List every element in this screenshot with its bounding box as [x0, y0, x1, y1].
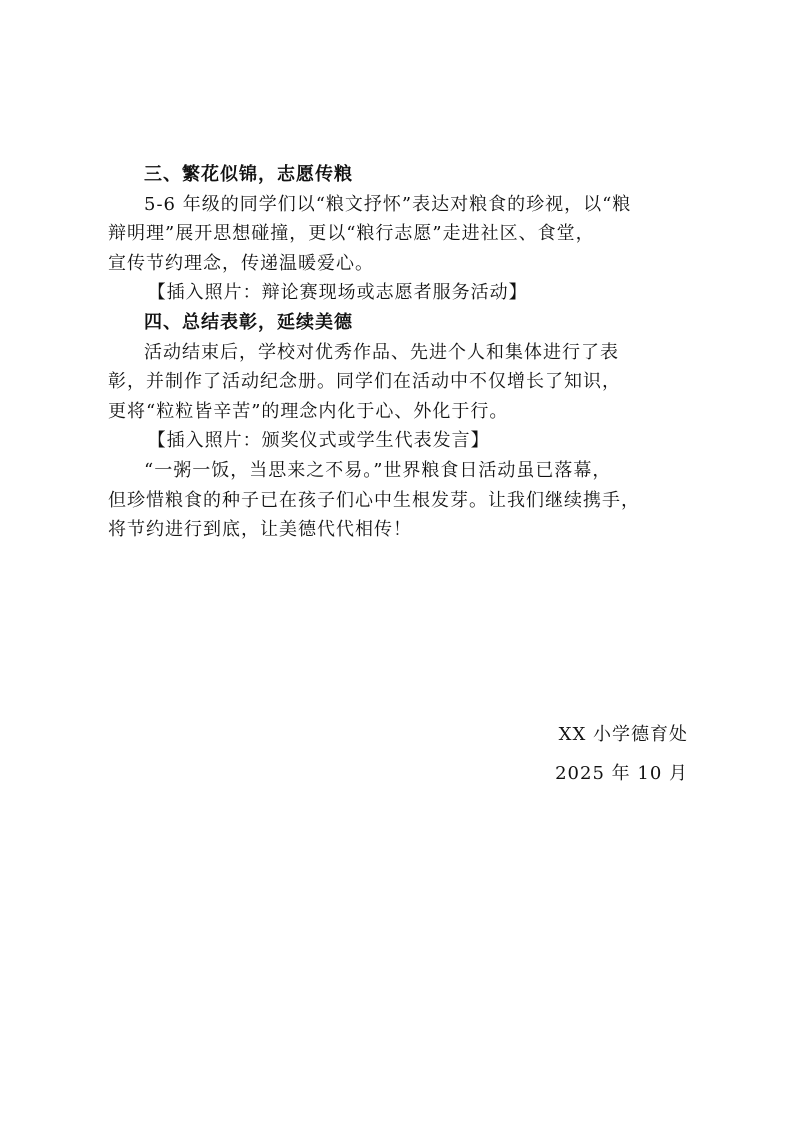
section-heading-3: 三、繁花似锦，志愿传粮 [144, 164, 353, 185]
closing-line-1: “一粥一饭，当思来之不易。”世界粮食日活动虽已落幕， [144, 459, 612, 481]
section-4-line-3: 更将“粒粒皆辛苦”的理念内化于心、外化于行。 [108, 400, 509, 422]
section-3-line-1: 5-6 年级的同学们以“粮文抒怀”表达对粮食的珍视，以“粮 [144, 193, 632, 215]
section-3-line-2: 辩明理”展开思想碰撞，更以“粮行志愿”走进社区、食堂， [108, 223, 595, 245]
document-body [108, 160, 688, 545]
closing-line-2: 但珍惜粮食的种子已在孩子们心中生根发芽。让我们继续携手， [108, 489, 640, 511]
closing-line-3: 将节约进行到底，让美德代代相传！ [108, 519, 412, 541]
section-4-line-1: 活动结束后，学校对优秀作品、先进个人和集体进行了表 [144, 341, 619, 363]
section-4-line-2: 彰，并制作了活动纪念册。同学们在活动中不仅增长了知识， [108, 371, 621, 393]
section-3-line-3: 宣传节约理念，传递温暖爱心。 [108, 252, 374, 274]
photo-placeholder-4: 【插入照片：颁奖仪式或学生代表发言】 [147, 430, 490, 452]
section-heading-4: 四、总结表彰，延续美德 [144, 311, 353, 333]
signature-date: 2025 年 10 月 [555, 763, 688, 784]
photo-placeholder-3: 【插入照片：辩论赛现场或志愿者服务活动】 [147, 282, 528, 304]
signature-organization: XX 小学德育处 [558, 724, 688, 745]
